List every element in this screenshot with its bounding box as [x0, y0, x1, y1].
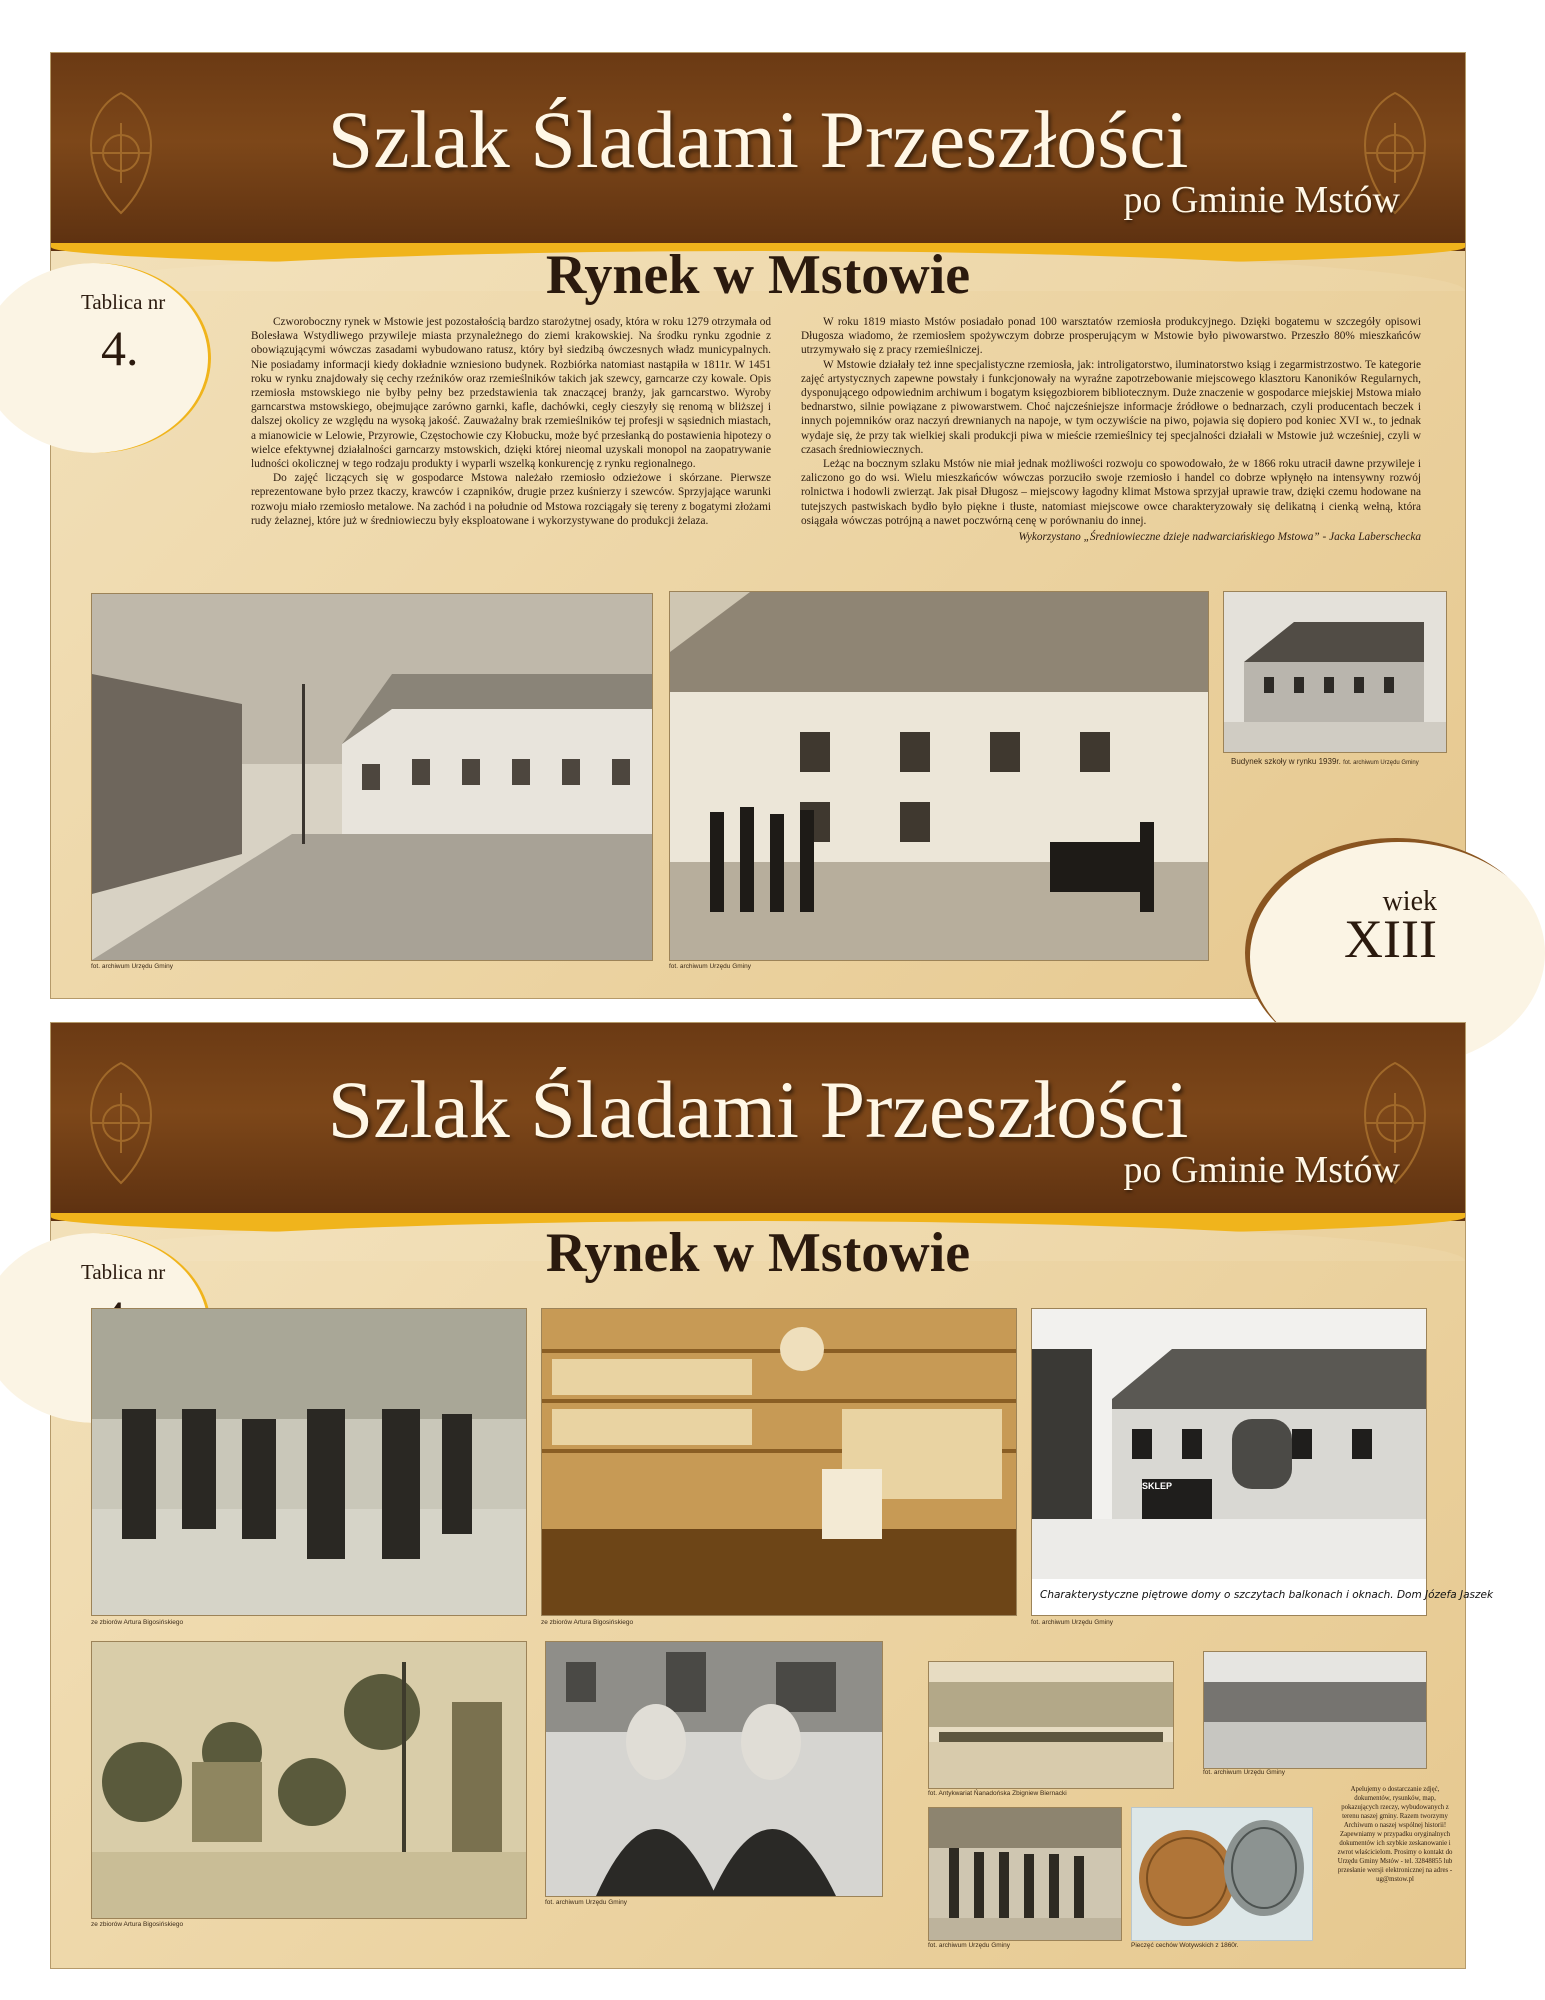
photo-market-postcard	[928, 1661, 1174, 1789]
main-subtitle: po Gminie Mstów	[1123, 1149, 1400, 1191]
photo-credit: ze zbiorów Artura Bigosińskiego	[91, 1619, 184, 1626]
photo-soldiers-march	[928, 1807, 1122, 1941]
photo-credit: fot. archiwum Urzędu Gminy	[1031, 1619, 1113, 1626]
photo-two-women	[545, 1641, 883, 1897]
board-label: Tablica nr	[81, 1260, 166, 1284]
main-title: Szlak Śladami Przeszłości	[327, 1064, 1189, 1155]
photo-credit: fot. archiwum Urzędu Gminy	[91, 963, 173, 970]
photo-market-street	[91, 593, 653, 961]
photo-credit: ze zbiorów Artura Bigosińskiego	[541, 1619, 634, 1626]
photo-credit: fot. archiwum Urzędu Gminy	[928, 1942, 1010, 1949]
photo-credit: fot. archiwum Urzędu Gminy	[669, 963, 751, 970]
shop-sign: SKLEP	[1142, 1481, 1173, 1491]
source-note: Wykorzystano „Średniowieczne dzieje nadwarciańskiego Mstowa” - Jacka Laberschecka	[1018, 531, 1421, 544]
photo-credit: ze zbiorów Artura Bigosińskiego	[91, 1921, 184, 1928]
info-board-bottom	[50, 1022, 1494, 1969]
section-title: Rynek w Mstowie	[545, 244, 971, 306]
era-label: wiek	[1382, 886, 1437, 917]
photo-shop-interior	[541, 1308, 1017, 1616]
archive-appeal: Apelujemy o dostarczanie zdjęć, dokumentów, rysunków, map, pokazujących rzeczy, wybudowanych z terenu naszej gminy. Razem tworzymy Archiwum o naszej wspólnej historii! Zapewniamy w przypadku oryginalnych dokumentów ich szybkie zeskanowanie i zwrot właścicielom. Prosimy o kontakt do Urzędu Gminy Mstów - tel. 32848855 lub przesłanie wersji elektronicznej na adres - ug@mstow.pl	[1337, 1786, 1453, 1883]
paragraph: Czworoboczny rynek w Mstowie jest pozostałością bardzo starożytnej osady, która w roku 1279 otrzymała od Bolesława Wstydliwego przywileje miasta przynależnego do ziemi krakowskiej. Na środku rynku zgodnie z obowiązującymi wówczas zasadami wybudowano ratusz, który był siedzibą ówczesnych władz municypalnych. Nie posiadamy informacji kiedy dokładnie wzniesiono budynek. Rozbiórka natomiast nastąpiła w 1811r. W 1451 roku w rynku znajdowały się cechy rzeźników oraz rzemieślników takich jak szewcy, garncarze czy kowale. Opis rzemiosła mstowskiego nie byłby pełny bez przedstawienia tak znaczącej branży, jak garncarstwo. Wyroby garncarstwa mstowskiego, obejmujące zarówno garnki, kafle, dachówki, cegły cieszyły się renomą w bliższej i dalszej okolicy ze względu na wysoką jakość. Zauważalny brak rzemieślników tej profesji w sąsiednich miastach, a mianowicie w Lelowie, Przyrowie, Częstochowie czy Kłobucku, może być przesłanką do postawienia hipotezy o wielce efektywnej działalności garncarzy mstowskich, dzięki której nieomal uzyskali monopol na zaopatrywanie ludności okolicznej w tego rodzaju produkty i wyparli wszelką konkurencję z rynku regionalnego.	[251, 316, 771, 471]
photo-firefighters	[669, 591, 1209, 961]
info-board-top	[50, 52, 1466, 999]
board-number: 4.	[101, 320, 139, 376]
photo-guild-seals	[1131, 1807, 1313, 1941]
handwritten-caption: Charakterystyczne piętrowe domy o szczytach balkonach i oknach. Dom Józefa Jaszek	[1040, 1589, 1494, 1601]
photo-credit: fot. archiwum Urzędu Gminy	[545, 1899, 627, 1906]
photo-credit: fot. Antykwariat Ńanadońska Zbigniew Biernacki	[928, 1790, 1067, 1797]
main-subtitle: po Gminie Mstów	[1123, 179, 1400, 221]
photo-people-walking	[91, 1308, 527, 1616]
photo-credit: fot. archiwum Urzędu Gminy	[1343, 760, 1419, 766]
paragraph: Leżąc na bocznym szlaku Mstów nie miał jednak możliwości rozwoju co spowodowało, że w 1866 roku utracił dawne przywileje i zaliczono go do wsi. Wielu mieszkańców wówczas porzuciło swoje rzemiosło i handel co dobrze wpłynęło na intensywny rozwój rolnictwa i hodowli zwierząt. Jak pisał Długosz – miejscowy łagodny klimat Mstowa sprzyjał uprawie traw, dzięki czemu hodowane na tutejszych pastwiskach bydło było piękne i tłuste, natomiast miejscowe owce charakteryzowały się delikatną i cienką wełną, która osiągała wówczas potrójną a nawet poczwórną cenę w porównaniu do innej.	[801, 458, 1421, 527]
photo-credit: fot. archiwum Urzędu Gminy	[1203, 1769, 1285, 1776]
paragraph: Do zajęć liczących się w gospodarce Mstowa należało rzemiosło odzieżowe i skórzane. Pierwsze reprezentowane było przez tkaczy, krawców i czapników, drugie przez kuśnierzy i szewców. Sprzyjające warunki rozwoju miało rzemiosło metalowe. Na zachód i na południe od Mstowa rozciągały się tereny z bogatymi złożami rudy żelaznej, które już w średniowieczu były eksploatowane i wykorzystywane do produkcji żelaza.	[251, 472, 771, 527]
photo-storey-houses	[1031, 1308, 1494, 1616]
section-title: Rynek w Mstowie	[545, 1222, 971, 1284]
photo-market-panorama	[1203, 1651, 1427, 1769]
photo-caption	[1231, 757, 1419, 766]
photo-caption: Pieczęć cechów Wotywskich z 1860r.	[1131, 1942, 1239, 1949]
board-label: Tablica nr	[81, 290, 166, 314]
photo-school-building	[1223, 591, 1447, 753]
paragraph: W roku 1819 miasto Mstów posiadało ponad 100 warsztatów rzemiosła produkcyjnego. Dzięki bogatemu w szczegóły opisowi Długosza wiadomo, że rzemiosłem spożywczym dobrze prosperującym w Mstowie było piwowarstwo. Przeszło 80% mieszkańców utrzymywało się z pracy rzemieślniczej.	[801, 316, 1421, 357]
text-column-left	[251, 315, 771, 528]
text-column-right	[801, 315, 1421, 544]
photo-trees-square	[91, 1641, 527, 1919]
paragraph: W Mstowie działały też inne specjalistyczne rzemiosła, jak: introligatorstwo, iluminatorstwo ksiąg i zegarmistrzostwo. Te kategorie zajęć artystycznych zapewne powstały i funkcjonowały na wyraźne zapotrzebowanie miejscowego klasztoru Kanoników Regularnych, dysponującego odpowiednim archiwum i bogatym księgozbiorem bibliotecznym. Duże znaczenie w gospodarce miejskiej Mstowa miało bednarstwo, silnie powiązane z piwowarstwem. Choć najcześniejsze informacje źródłowe o bednarzach, czyli producentach beczek i innych pojemników oraz naczyń drewnianych na napoje, w tym oczywiście na piwo, pojawia się dopiero pod koniec XVI w., to jednak wydaje się, że przy tak wielkiej skali produkcji piwa w mieście rzemieślnicy tej specjalności działali w Mstowie już wcześniej, czyli w czasach średniowiecznych.	[801, 358, 1421, 456]
era-value: XIII	[1344, 909, 1437, 969]
photo-caption-text: Budynek szkoły w rynku 1939r.	[1231, 757, 1341, 766]
main-title: Szlak Śladami Przeszłości	[327, 94, 1189, 185]
